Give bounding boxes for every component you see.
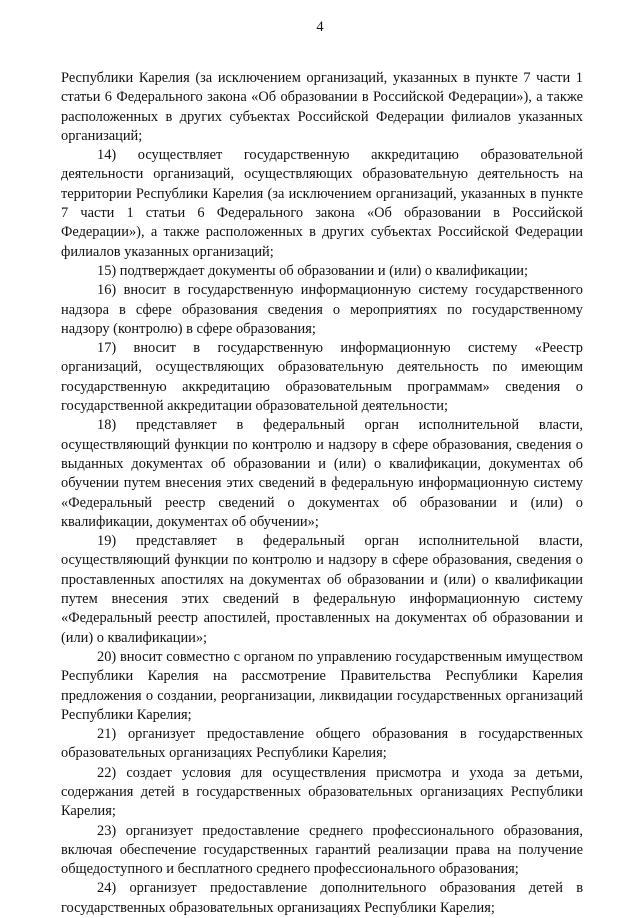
numbered-paragraph: 22) создает условия для осуществления присмотра и ухода за детьми, содержания детей в государственных образовательных организациях Республики Карелия; xyxy=(61,764,583,820)
continued-paragraph: Республики Карелия (за исключением организаций, указанных в пункте 7 части 1 статьи 6 Федерального закона «Об образовании в Российской Федерации»), а также расположенных в других субъектах Российской Федерации филиалов указанных организаций; xyxy=(61,70,583,144)
numbered-paragraph: 20) вносит совместно с органом по управлению государственным имуществом Республики Карелия на рассмотрение Правительства Республики Карелия предложения о создании, реорганизации, ликвидации государственных организаций Республики Карелия; xyxy=(61,648,583,723)
numbered-paragraph: 15) подтверждает документы об образовании и (или) о квалификации; xyxy=(97,262,528,279)
document-body xyxy=(61,69,583,918)
page-number: 4 xyxy=(316,19,324,35)
numbered-paragraph: 19) представляет в федеральный орган исполнительной власти, осуществляющий функции по контролю и надзору в сфере образования, сведения о проставленных апостилях на документах об образовании и (или) о квалификации путем внесения этих сведений в федеральную информационную систему «Федеральный реестр апостилей, проставленных на документах об образовании и (или) о квалификации»; xyxy=(61,533,583,646)
numbered-paragraph: 23) организует предоставление среднего профессионального образования, включая обеспечение государственных гарантий реализации права на получение общедоступного и бесплатного среднего профессионального образования; xyxy=(61,822,583,878)
numbered-paragraph: 17) вносит в государственную информационную систему «Реестр организаций, осуществляющих образовательную деятельность по имеющим государственную аккредитацию образовательным программам» сведения о государственной аккредитации образовательной деятельности; xyxy=(61,340,583,415)
numbered-paragraph: 21) организует предоставление общего образования в государственных образовательных организациях Республики Карелия; xyxy=(61,726,583,762)
numbered-paragraph: 24) организует предоставление дополнительного образования детей в государственных образовательных организациях Республики Карелия; xyxy=(61,880,583,916)
numbered-paragraph: 14) осуществляет государственную аккредитацию образовательной деятельности организаций, осуществляющих образовательную деятельность на территории Республики Карелия (за исключением организаций, указанных в пункте 7 части 1 статьи 6 Федерального закона «Об образовании в Российской Федерации»), а также расположенных в других субъектах Российской Федерации филиалов указанных организаций; xyxy=(61,147,583,260)
numbered-paragraph: 18) представляет в федеральный орган исполнительной власти, осуществляющий функции по контролю и надзору в сфере образования, сведения о выданных документах об образовании и (или) о квалификации, документах об обучении путем внесения этих сведений в федеральную информационную систему «Федеральный реестр сведений о документах об образовании и (или) о квалификации, документах об обучении»; xyxy=(61,417,583,530)
numbered-paragraph: 16) вносит в государственную информационную систему государственного надзора в сфере образования сведения о мероприятиях по государственному надзору (контролю) в сфере образования; xyxy=(61,282,583,337)
